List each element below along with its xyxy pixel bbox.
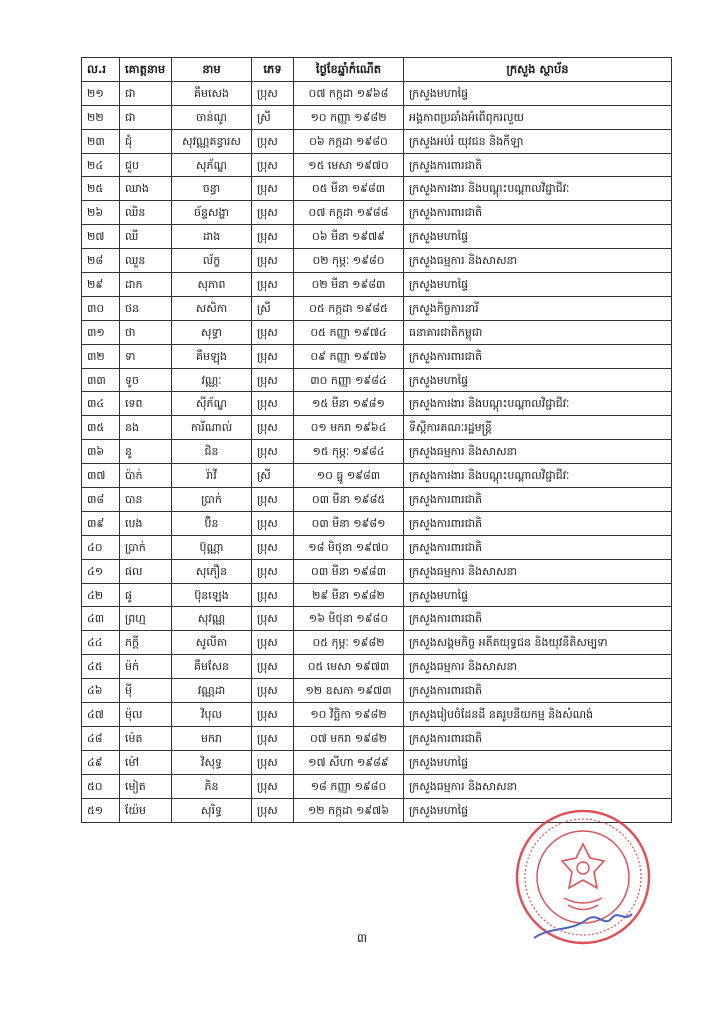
table-row: [82, 703, 672, 727]
table-row: [82, 249, 672, 273]
seal-emblem: [562, 844, 604, 910]
cell-date-of-birth: ១៦ មិថុនា ១៩៨០: [294, 607, 404, 631]
cell-date-of-birth: ០៥ កញ្ញា ១៩៧៤: [294, 320, 404, 344]
cell-given-name: ប៊ុណ្ណា: [172, 535, 252, 559]
cell-given-name: វិសុទ្ធ: [172, 750, 252, 774]
cell-ministry: ទីស្ដីការគណៈរដ្ឋមន្ត្រី: [404, 416, 672, 440]
cell-sex: ប្រុស: [252, 249, 294, 273]
cell-date-of-birth: ១០ កញ្ញា ១៩៨២: [294, 105, 404, 129]
cell-date-of-birth: ០៥ កុម្ភៈ ១៩៨២: [294, 631, 404, 655]
cell-sex: ប្រុស: [252, 320, 294, 344]
cell-ministry: ក្រសួងធម្មការ និងសាសនា: [404, 559, 672, 583]
cell-surname: ទូច: [120, 368, 172, 392]
cell-ministry: ក្រសួងមហាផ្ទៃ: [404, 368, 672, 392]
cell-sex: ប្រុស: [252, 583, 294, 607]
cell-ministry: ក្រសួងធម្មការ និងសាសនា: [404, 774, 672, 798]
cell-surname: ឈាង: [120, 177, 172, 201]
cell-number: ២១: [82, 81, 120, 105]
cell-number: ៤៤: [82, 631, 120, 655]
cell-number: ៣៨: [82, 488, 120, 512]
table-row: [82, 750, 672, 774]
table-row: [82, 392, 672, 416]
cell-surname: ប្រាក់: [120, 535, 172, 559]
cell-given-name: សុភាព: [172, 273, 252, 297]
cell-sex: ប្រុស: [252, 511, 294, 535]
cell-date-of-birth: ០៧ មករា ១៩៨២: [294, 726, 404, 750]
cell-date-of-birth: ០៣ មីនា ១៩៨៥: [294, 488, 404, 512]
cell-ministry: ក្រសួងការពារជាតិ: [404, 679, 672, 703]
cell-surname: ជា: [120, 81, 172, 105]
cell-given-name: ប្រាក់: [172, 488, 252, 512]
cell-sex: ប្រុស: [252, 726, 294, 750]
seal-rings: [517, 811, 649, 943]
cell-given-name: ប៊ុនឡេង: [172, 583, 252, 607]
cell-sex: ប្រុស: [252, 798, 294, 822]
header-number: ល.រ: [82, 58, 120, 82]
cell-number: ២៣: [82, 129, 120, 153]
table-row: [82, 488, 672, 512]
cell-ministry: ក្រសួងការពារជាតិ: [404, 153, 672, 177]
cell-sex: ប្រុស: [252, 129, 294, 153]
cell-ministry: ក្រសួងមហាផ្ទៃ: [404, 583, 672, 607]
cell-surname: ថន: [120, 296, 172, 320]
cell-ministry: អង្គភាពប្រឆាំងអំពើពុករលួយ: [404, 105, 672, 129]
table-row: [82, 464, 672, 488]
cell-number: ៥១: [82, 798, 120, 822]
cell-sex: ប្រុស: [252, 273, 294, 297]
cell-given-name: សូលីតា: [172, 631, 252, 655]
cell-surname: នូ: [120, 440, 172, 464]
cell-number: ២៨: [82, 249, 120, 273]
cell-number: ៣១: [82, 320, 120, 344]
cell-date-of-birth: ១២ កក្កដា ១៩៧៦: [294, 798, 404, 822]
cell-ministry: ក្រសួងធម្មការ និងសាសនា: [404, 655, 672, 679]
cell-sex: ប្រុស: [252, 225, 294, 249]
cell-surname: យ៉ែម: [120, 798, 172, 822]
cell-surname: ថា: [120, 320, 172, 344]
cell-ministry: ក្រសួងការពារជាតិ: [404, 607, 672, 631]
header-surname: គោត្តនាម: [120, 58, 172, 82]
cell-date-of-birth: ១២ ឧសភា ១៩៧៣: [294, 679, 404, 703]
cell-date-of-birth: ១០ ធ្នូ ១៩៨៣: [294, 464, 404, 488]
cell-number: ៣២: [82, 344, 120, 368]
table-row: [82, 726, 672, 750]
cell-sex: ប្រុស: [252, 153, 294, 177]
cell-number: ២៤: [82, 153, 120, 177]
cell-date-of-birth: ១៥ មីនា ១៩៨១: [294, 392, 404, 416]
cell-date-of-birth: ២៩ មីនា ១៩៨២: [294, 583, 404, 607]
table-row: [82, 153, 672, 177]
cell-number: ៣០: [82, 296, 120, 320]
table-body: [82, 81, 672, 822]
cell-sex: ប្រុស: [252, 559, 294, 583]
table-row: [82, 344, 672, 368]
cell-ministry: ក្រសួងការងារ និងបណ្ដុះបណ្ដាលវិជ្ជាជីវៈ: [404, 464, 672, 488]
cell-number: ៣៣: [82, 368, 120, 392]
cell-given-name: វណ្ណដា: [172, 679, 252, 703]
cell-surname: បេង: [120, 511, 172, 535]
cell-given-name: រ៉ាវី: [172, 464, 252, 488]
cell-surname: ផល: [120, 559, 172, 583]
cell-given-name: ល័ក្ខ: [172, 249, 252, 273]
cell-ministry: ក្រសួងរៀបចំដែនដី នគរូបនីយកម្ម និងសំណង់: [404, 703, 672, 727]
cell-ministry: ក្រសួងមហាផ្ទៃ: [404, 750, 672, 774]
cell-sex: ប្រុស: [252, 774, 294, 798]
table-row: [82, 177, 672, 201]
cell-surname: ភក្តី: [120, 631, 172, 655]
cell-number: ៤៥: [82, 655, 120, 679]
cell-sex: ប្រុស: [252, 750, 294, 774]
cell-number: ៣៥: [82, 416, 120, 440]
cell-date-of-birth: ០៣ មីនា ១៩៨១: [294, 511, 404, 535]
cell-given-name: វិបុល: [172, 703, 252, 727]
cell-given-name: គឹមឡុង: [172, 344, 252, 368]
cell-surname: ទេព: [120, 392, 172, 416]
cell-date-of-birth: ០៦ មីនា ១៩៧៩: [294, 225, 404, 249]
table-row: [82, 201, 672, 225]
cell-ministry: ក្រសួងការពារជាតិ: [404, 488, 672, 512]
cell-surname: មៀត: [120, 774, 172, 798]
cell-surname: ជា: [120, 105, 172, 129]
cell-date-of-birth: ០៥ មីនា ១៩៨៣: [294, 177, 404, 201]
cell-date-of-birth: ០៥ កក្កដា ១៩៨៥: [294, 296, 404, 320]
table-row: [82, 273, 672, 297]
header-sex: ភេទ: [252, 58, 294, 82]
table-row: [82, 583, 672, 607]
cell-sex: ប្រុស: [252, 679, 294, 703]
cell-surname: ឈី: [120, 225, 172, 249]
cell-date-of-birth: ១៥ មេសា ១៩៧០: [294, 153, 404, 177]
cell-sex: ប្រុស: [252, 81, 294, 105]
cell-surname: ផូ: [120, 583, 172, 607]
cell-sex: ប្រុស: [252, 177, 294, 201]
cell-ministry: ក្រសួងធម្មការ និងសាសនា: [404, 249, 672, 273]
cell-date-of-birth: ១៥ កុម្ភៈ ១៩៨៤: [294, 440, 404, 464]
cell-given-name: មករា: [172, 726, 252, 750]
table-row: [82, 511, 672, 535]
cell-number: ៥០: [82, 774, 120, 798]
cell-given-name: សុរិទ្ធ: [172, 798, 252, 822]
cell-sex: ប្រុស: [252, 631, 294, 655]
cell-sex: ប្រុស: [252, 368, 294, 392]
cell-number: ៣៦: [82, 440, 120, 464]
cell-surname: ឈិន: [120, 201, 172, 225]
cell-number: ២៥: [82, 177, 120, 201]
cell-sex: ប្រុស: [252, 655, 294, 679]
cell-surname: ដាក: [120, 273, 172, 297]
cell-surname: បាន: [120, 488, 172, 512]
table-row: [82, 679, 672, 703]
cell-given-name: សុភឿន: [172, 559, 252, 583]
cell-date-of-birth: ៣០ កញ្ញា ១៩៨៤: [294, 368, 404, 392]
cell-given-name: សុភ័ណ្ឌ: [172, 153, 252, 177]
cell-number: ២៧: [82, 225, 120, 249]
cell-given-name: គឹមសេង: [172, 81, 252, 105]
cell-number: ៤១: [82, 559, 120, 583]
table-row: [82, 631, 672, 655]
table-row: [82, 296, 672, 320]
table-row: [82, 607, 672, 631]
cell-sex: ប្រុស: [252, 440, 294, 464]
table-row: [82, 81, 672, 105]
cell-date-of-birth: ០៧ កក្កដា ១៩៨៨: [294, 201, 404, 225]
cell-ministry: ក្រសួងការពារជាតិ: [404, 511, 672, 535]
cell-given-name: ចន្ធា: [172, 177, 252, 201]
table-row: [82, 368, 672, 392]
cell-given-name: សុទ្ធា: [172, 320, 252, 344]
cell-ministry: ក្រសួងធម្មការ និងសាសនា: [404, 440, 672, 464]
cell-sex: ប្រុស: [252, 607, 294, 631]
cell-number: ៤៨: [82, 726, 120, 750]
cell-surname: ម៉ៅ: [120, 750, 172, 774]
cell-date-of-birth: ០២ មីនា ១៩៨៣: [294, 273, 404, 297]
personnel-table: [81, 57, 672, 823]
cell-sex: ស្រី: [252, 464, 294, 488]
cell-sex: ប្រុស: [252, 344, 294, 368]
cell-ministry: ក្រសួងអប់រំ យុវជន និងកីឡា: [404, 129, 672, 153]
cell-given-name: សុវណ្ណគន្ធារស: [172, 129, 252, 153]
table-row: [82, 440, 672, 464]
header-ministry: ក្រសួង ស្ថាប័ន: [404, 58, 672, 82]
cell-surname: នង: [120, 416, 172, 440]
cell-ministry: ក្រសួងមហាផ្ទៃ: [404, 798, 672, 822]
cell-surname: ម៉ក់: [120, 655, 172, 679]
cell-surname: ទា: [120, 344, 172, 368]
cell-sex: ប្រុស: [252, 201, 294, 225]
cell-date-of-birth: ១៧ សីហា ១៩៨៩: [294, 750, 404, 774]
cell-date-of-birth: ០២ កុម្ភៈ ១៩៨០: [294, 249, 404, 273]
table-row: [82, 105, 672, 129]
cell-surname: ម៉េត: [120, 726, 172, 750]
cell-sex: ប្រុស: [252, 703, 294, 727]
cell-surname: ប៉ាក់: [120, 464, 172, 488]
cell-given-name: ស៊ីភ័ណ្ឌ: [172, 392, 252, 416]
cell-ministry: ក្រសួងកិច្ចការនារី: [404, 296, 672, 320]
cell-number: ៤៣: [82, 607, 120, 631]
table-row: [82, 416, 672, 440]
cell-ministry: ក្រសួងការងារ និងបណ្ដុះបណ្ដាលវិជ្ជាជីវៈ: [404, 392, 672, 416]
official-seal-stamp: [512, 806, 654, 948]
table-row: [82, 225, 672, 249]
cell-date-of-birth: ០៥ មេសា ១៩៧៣: [294, 655, 404, 679]
table-row: [82, 655, 672, 679]
header-given-name: នាម: [172, 58, 252, 82]
cell-sex: ប្រុស: [252, 416, 294, 440]
cell-ministry: ក្រសួងសង្គមកិច្ច អតីតយុទ្ធជន និងយុវនីតិសម្បទា: [404, 631, 672, 655]
cell-date-of-birth: ០១ មករា ១៩៦៤: [294, 416, 404, 440]
cell-date-of-birth: ០៦ កក្កដា ១៩៨០: [294, 129, 404, 153]
cell-number: ២៩: [82, 273, 120, 297]
cell-ministry: ក្រសួងការពារជាតិ: [404, 535, 672, 559]
cell-date-of-birth: ១០ វិច្ឆិកា ១៩៨២: [294, 703, 404, 727]
cell-number: ៣៩: [82, 511, 120, 535]
cell-sex: ស្រី: [252, 296, 294, 320]
cell-given-name: គឹមសែន: [172, 655, 252, 679]
cell-ministry: ក្រសួងមហាផ្ទៃ: [404, 225, 672, 249]
cell-given-name: វណ្ណៈ: [172, 368, 252, 392]
cell-surname: ម៉ុល: [120, 703, 172, 727]
cell-given-name: សុវណ្ណ: [172, 607, 252, 631]
cell-number: ៣៧: [82, 464, 120, 488]
cell-ministry: ក្រសួងការពារជាតិ: [404, 201, 672, 225]
cell-date-of-birth: ០៧ កក្កដា ១៩៦៨: [294, 81, 404, 105]
cell-date-of-birth: ១៨ កញ្ញា ១៩៨០: [294, 774, 404, 798]
cell-ministry: ក្រសួងមហាផ្ទៃ: [404, 273, 672, 297]
cell-surname: ជួប: [120, 153, 172, 177]
cell-surname: ម៉ី: [120, 679, 172, 703]
cell-number: ៤៩: [82, 750, 120, 774]
cell-surname: ជុំ: [120, 129, 172, 153]
table-row: [82, 129, 672, 153]
cell-given-name: ភិន: [172, 774, 252, 798]
cell-ministry: ធនាគារជាតិកម្ពុជា: [404, 320, 672, 344]
cell-given-name: ជិន: [172, 440, 252, 464]
table-row: [82, 774, 672, 798]
cell-sex: ប្រុស: [252, 488, 294, 512]
header-date-of-birth: ថ្ងៃខែឆ្នាំកំណើត: [294, 58, 404, 82]
cell-ministry: ក្រសួងការពារជាតិ: [404, 726, 672, 750]
cell-date-of-birth: ០៣ មីនា ១៩៨៣: [294, 559, 404, 583]
cell-number: ៤០: [82, 535, 120, 559]
cell-given-name: ចាន់ណូ: [172, 105, 252, 129]
cell-date-of-birth: ០៩ កញ្ញា ១៩៧៦: [294, 344, 404, 368]
cell-number: ៤៧: [82, 703, 120, 727]
cell-number: ២៦: [82, 201, 120, 225]
table-header-row: [82, 58, 672, 82]
table-row: [82, 535, 672, 559]
cell-ministry: ក្រសួងការងារ និងបណ្ដុះបណ្ដាលវិជ្ជាជីវៈ: [404, 177, 672, 201]
cell-surname: ព្រហ្ម: [120, 607, 172, 631]
cell-number: ៤៦: [82, 679, 120, 703]
cell-given-name: ការីណាល់: [172, 416, 252, 440]
table-row: [82, 559, 672, 583]
cell-number: ៣៤: [82, 392, 120, 416]
cell-date-of-birth: ១៨ មិថុនា ១៩៧០: [294, 535, 404, 559]
cell-sex: ប្រុស: [252, 392, 294, 416]
cell-given-name: សសិកា: [172, 296, 252, 320]
cell-surname: ឈួន: [120, 249, 172, 273]
cell-given-name: ប៊ិន: [172, 511, 252, 535]
cell-given-name: ច័ន្ទសង្ហា: [172, 201, 252, 225]
cell-number: ៤២: [82, 583, 120, 607]
table-row: [82, 320, 672, 344]
cell-number: ២២: [82, 105, 120, 129]
cell-ministry: ក្រសួងមហាផ្ទៃ: [404, 81, 672, 105]
cell-given-name: ដាង: [172, 225, 252, 249]
cell-ministry: ក្រសួងការពារជាតិ: [404, 344, 672, 368]
cell-sex: ស្រី: [252, 105, 294, 129]
cell-sex: ប្រុស: [252, 535, 294, 559]
page-number: ៣: [356, 931, 368, 945]
